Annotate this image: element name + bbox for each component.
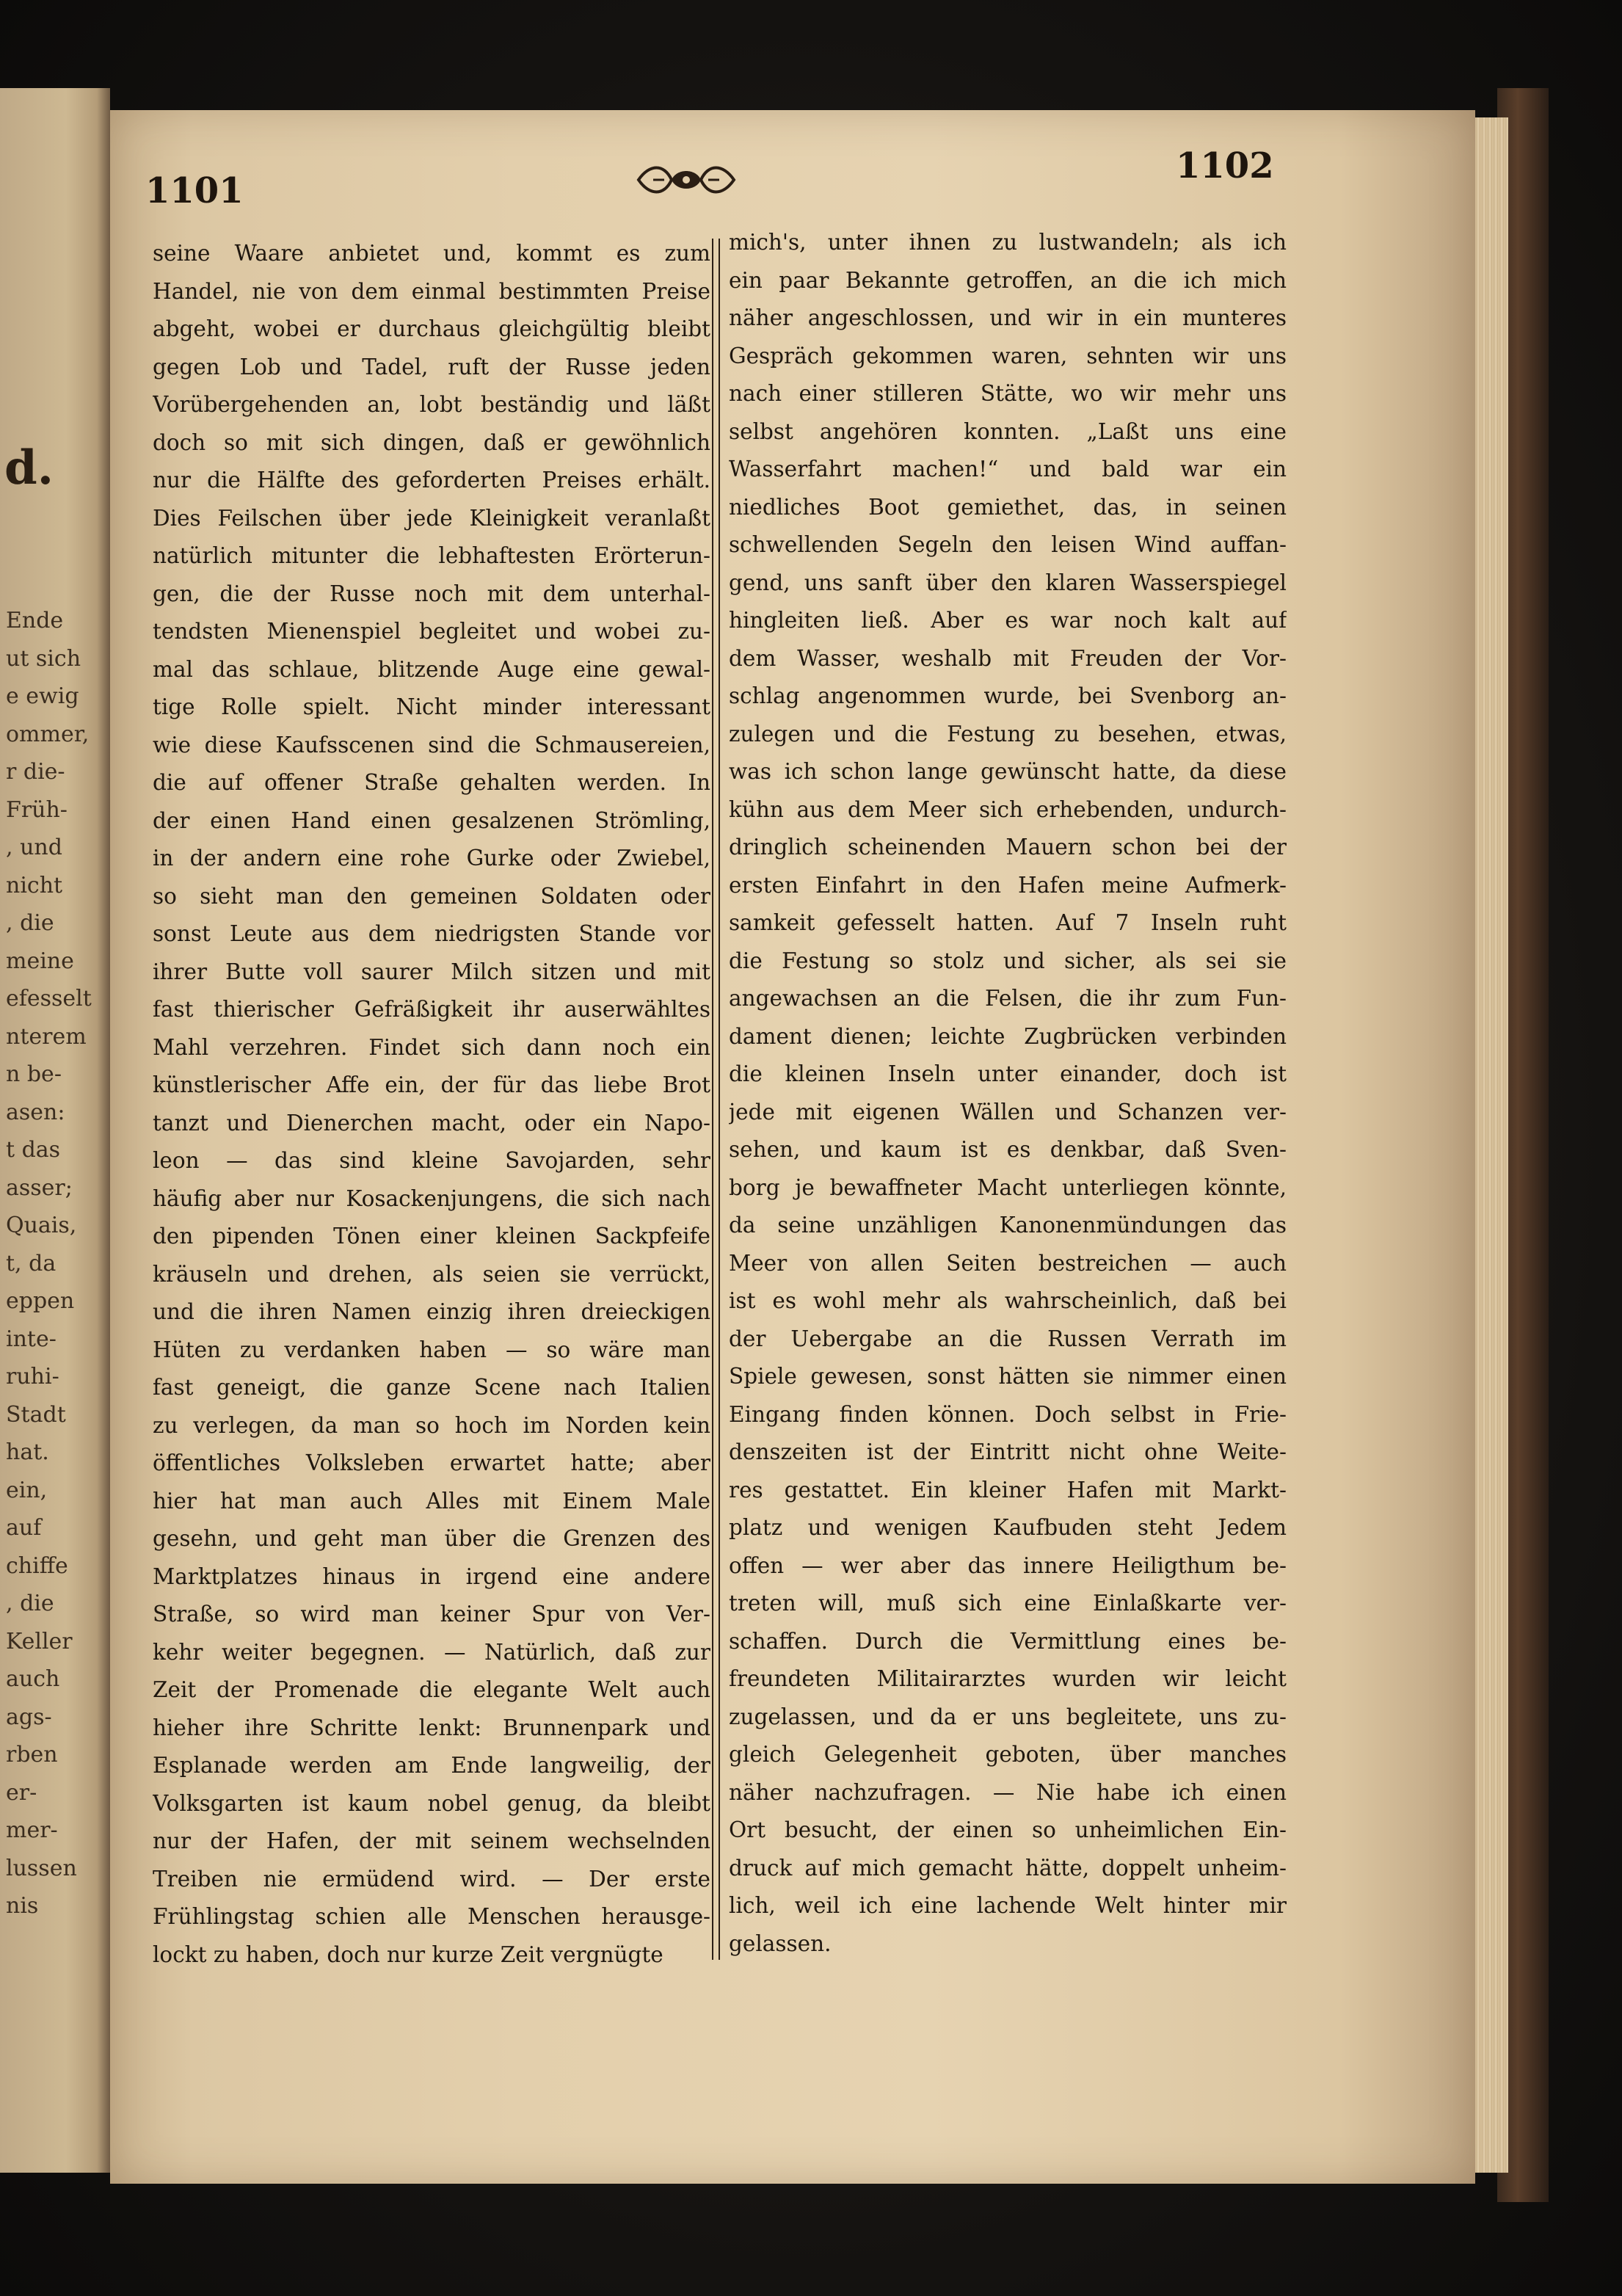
right-page-number: 1102 [1176,145,1274,186]
text-line: angewachsen an die Felsen, die ihr zum Fun- [729,986,1287,1011]
text-line: gesehn, und geht man über die Grenzen des [153,1526,710,1551]
previous-page-fragment: Keller [6,1628,73,1654]
text-line: was ich schon lange gewünscht hatte, da diese [729,759,1287,784]
text-line: leon — das sind kleine Savojarden, sehr [153,1148,710,1173]
previous-page-fragment: ommer, [6,721,90,747]
text-line: schwellenden Segeln den leisen Wind auffan- [729,532,1287,557]
text-line: da seine unzähligen Kanonenmündungen das [729,1213,1287,1238]
text-line: niedliches Boot gemiethet, das, in seinen [729,494,1287,520]
text-line: Dies Feilschen über jede Kleinigkeit veranlaßt [153,505,710,531]
previous-page-fragment: mer- [6,1817,58,1843]
previous-page-fragment: r die- [6,759,65,785]
text-line: näher nachzufragen. — Nie habe ich einen [729,1779,1287,1805]
text-line: gegen Lob und Tadel, ruft der Russe jeden [153,354,710,379]
text-line: fast thierischer Gefräßigkeit ihr auserwähltes [153,997,710,1022]
text-line: ist es wohl mehr als wahrscheinlich, daß bei [729,1288,1287,1313]
previous-page-fragment: ut sich [6,645,81,672]
text-line: hieher ihre Schritte lenkt: Brunnenpark und [153,1715,710,1740]
text-line: dem Wasser, weshalb mit Freuden der Vor- [729,645,1287,671]
previous-page-fragment: asen: [6,1099,65,1125]
previous-page-fragment: , die [6,910,54,936]
previous-page-fragment: rben [6,1742,58,1768]
text-line: künstlerischer Affe ein, der für das liebe Brot [153,1072,710,1097]
column-divider [712,239,720,1960]
text-line: gend, uns sanft über den klaren Wasserspiegel [729,570,1287,595]
text-line: mal das schlaue, blitzende Auge eine gewal- [153,656,710,682]
text-line: Eingang finden können. Doch selbst in Frie- [729,1401,1287,1427]
text-line: schaffen. Durch die Vermittlung eines be- [729,1628,1287,1654]
text-line: offen — wer aber das innere Heiligthum be- [729,1552,1287,1578]
text-line: kräuseln und drehen, als seien sie verrückt, [153,1261,710,1287]
previous-page-fragment: t das [6,1137,61,1163]
previous-page-fragment: , und [6,835,62,860]
text-line: freundeten Militairarztes wurden wir leicht [729,1666,1287,1691]
text-line: tige Rolle spielt. Nicht minder interessant [153,694,710,719]
previous-page-fragment: Stadt [6,1401,66,1428]
text-line: so sieht man den gemeinen Soldaten oder [153,883,710,909]
text-line: seine Waare anbietet und, kommt es zum [153,241,710,266]
right-text-column [729,224,1287,1963]
previous-page-fragment: auf [6,1515,42,1541]
text-line: Frühlingstag schien alle Menschen herausge- [153,1904,710,1929]
text-line: hier hat man auch Alles mit Einem Male [153,1488,710,1514]
text-line: lockt zu haben, doch nur kurze Zeit vergnügte [153,1941,663,1967]
previous-page-fragment: eppen [6,1288,75,1314]
previous-page-fragment: e ewig [6,683,79,709]
text-line: jede mit eigenen Wällen und Schanzen ver- [729,1099,1287,1125]
text-line: denszeiten ist der Eintritt nicht ohne Weite- [729,1439,1287,1464]
previous-page-fragment: Quais, [6,1213,77,1238]
text-line: wie diese Kaufsscenen sind die Schmausereien, [153,732,710,758]
previous-page-fragment: er- [6,1779,37,1806]
previous-page-mark: d. [4,440,54,495]
text-line: platz und wenigen Kaufbuden steht Jedem [729,1515,1287,1540]
text-line: treten will, muß sich eine Einlaßkarte ver- [729,1591,1287,1616]
previous-page-edge [0,88,110,2173]
text-line: samkeit gefesselt hatten. Auf 7 Inseln ruht [729,910,1287,935]
text-line: kühn aus dem Meer sich erhebenden, undurch- [729,796,1287,822]
text-line: fast geneigt, die ganze Scene nach Italien [153,1375,710,1400]
text-line: nur die Hälfte des geforderten Preises erhält. [153,468,710,493]
text-line: in der andern eine rohe Gurke oder Zwiebel, [153,846,710,871]
text-line: tanzt und Dienerchen macht, oder ein Napo- [153,1110,710,1136]
text-line: zulegen und die Festung zu besehen, etwas, [729,721,1287,746]
text-line: der einen Hand einen gesalzenen Strömling, [153,807,710,833]
scroll-ornament-icon [631,158,741,202]
text-line: den pipenden Tönen einer kleinen Sackpfeife [153,1224,710,1249]
text-line: kehr weiter begegnen. — Natürlich, daß zur [153,1639,710,1665]
text-line: borg je bewaffneter Macht unterliegen könnte, [729,1174,1287,1200]
text-line: und die ihren Namen einzig ihren dreieckigen [153,1299,710,1324]
text-line: natürlich mitunter die lebhaftesten Erörterun- [153,543,710,568]
text-line: lich, weil ich eine lachende Welt hinter mir [729,1893,1287,1918]
text-line: nach einer stilleren Stätte, wo wir mehr uns [729,381,1287,406]
previous-page-fragment: inte- [6,1326,57,1352]
previous-page-fragment: hat. [6,1439,49,1465]
text-line: doch so mit sich dingen, daß er gewöhnlich [153,429,710,455]
text-line: zu verlegen, da man so hoch im Norden kein [153,1412,710,1438]
previous-page-fragment: n be- [6,1061,62,1087]
text-line: Marktplatzes hinaus in irgend eine andere [153,1563,710,1589]
text-line: Spiele gewesen, sonst hätten sie nimmer einen [729,1364,1287,1389]
text-line: gelassen. [729,1930,832,1956]
previous-page-fragment: t, da [6,1250,57,1276]
previous-page-fragment: meine [6,948,74,974]
previous-page-fragment: efesselt [6,986,92,1011]
previous-page-fragment: lussen [6,1855,77,1881]
text-line: die auf offener Straße gehalten werden. In [153,770,710,795]
left-text-column [153,235,710,1974]
text-line: schlag angenommen wurde, bei Svenborg an- [729,683,1287,708]
text-line: res gestattet. Ein kleiner Hafen mit Markt- [729,1477,1287,1503]
text-line: öffentliches Volksleben erwartet hatte; aber [153,1450,710,1475]
previous-page-fragment: ruhi- [6,1364,59,1389]
text-line: Vorübergehenden an, lobt beständig und läßt [153,392,710,417]
text-line: Meer von allen Seiten bestreichen — auch [729,1250,1287,1276]
previous-page-fragment: auch [6,1666,60,1692]
previous-page-fragment: nicht [6,872,63,898]
text-line: Treiben nie ermüdend wird. — Der erste [153,1866,710,1892]
text-line: selbst angehören konnten. „Laßt uns eine [729,418,1287,444]
previous-page-fragment: nterem [6,1023,87,1050]
text-line: gleich Gelegenheit geboten, über manches [729,1742,1287,1767]
text-line: abgeht, wobei er durchaus gleichgültig bleibt [153,316,710,341]
previous-page-fragment: ags- [6,1704,52,1730]
text-line: nur der Hafen, der mit seinem wechselnden [153,1828,710,1853]
text-line: Zeit der Promenade die elegante Welt auch [153,1677,710,1702]
text-line: häufig aber nur Kosackenjungens, die sich nach [153,1185,710,1211]
text-line: Hüten zu verdanken haben — so wäre man [153,1337,710,1362]
left-page-number: 1101 [145,170,244,211]
previous-page-fragment: nis [6,1893,39,1919]
text-line: tendsten Mienenspiel begleitet und wobei zu- [153,619,710,644]
previous-page-fragment: , die [6,1591,54,1616]
previous-page-fragment: Ende [6,608,64,633]
text-line: hingleiten ließ. Aber es war noch kalt auf [729,608,1287,633]
previous-page-fragment: Früh- [6,796,68,823]
text-line: Handel, nie von dem einmal bestimmten Preise [153,278,710,304]
text-line: ihrer Butte voll saurer Milch sitzen und mit [153,959,710,984]
text-line: sonst Leute aus dem niedrigsten Stande vor [153,921,710,946]
text-line: gen, die der Russe noch mit dem unterhal- [153,581,710,606]
text-line: Gespräch gekommen waren, sehnten wir uns [729,343,1287,368]
previous-page-fragment: ein, [6,1477,48,1503]
text-line: Mahl verzehren. Findet sich dann noch ein [153,1034,710,1060]
text-line: Ort besucht, der einen so unheimlichen Ein- [729,1817,1287,1842]
text-line: druck auf mich gemacht hätte, doppelt unheim- [729,1855,1287,1881]
previous-page-fragment: chiffe [6,1552,68,1579]
text-line: ein paar Bekannte getroffen, an die ich mich [729,267,1287,293]
text-line: sehen, und kaum ist es denkbar, daß Sven- [729,1137,1287,1162]
text-line: ersten Einfahrt in den Hafen meine Aufmerk- [729,872,1287,898]
text-line: Straße, so wird man keiner Spur von Ver- [153,1602,710,1627]
text-line: Esplanade werden am Ende langweilig, der [153,1753,710,1778]
text-line: Wasserfahrt machen!“ und bald war ein [729,457,1287,482]
text-line: die Festung so stolz und sicher, als sei sie [729,948,1287,973]
text-line: dringlich scheinenden Mauern schon bei der [729,835,1287,860]
text-line: mich's, unter ihnen zu lustwandeln; als ich [729,230,1287,255]
previous-page-fragment: asser; [6,1174,73,1201]
text-line: Volksgarten ist kaum nobel genug, da bleibt [153,1790,710,1816]
text-line: näher angeschlossen, und wir in ein munteres [729,305,1287,330]
text-line: dament dienen; leichte Zugbrücken verbinden [729,1023,1287,1049]
text-line: der Uebergabe an die Russen Verrath im [729,1326,1287,1351]
text-line: zugelassen, und da er uns begleitete, uns zu- [729,1704,1287,1729]
text-line: die kleinen Inseln unter einander, doch ist [729,1061,1287,1086]
